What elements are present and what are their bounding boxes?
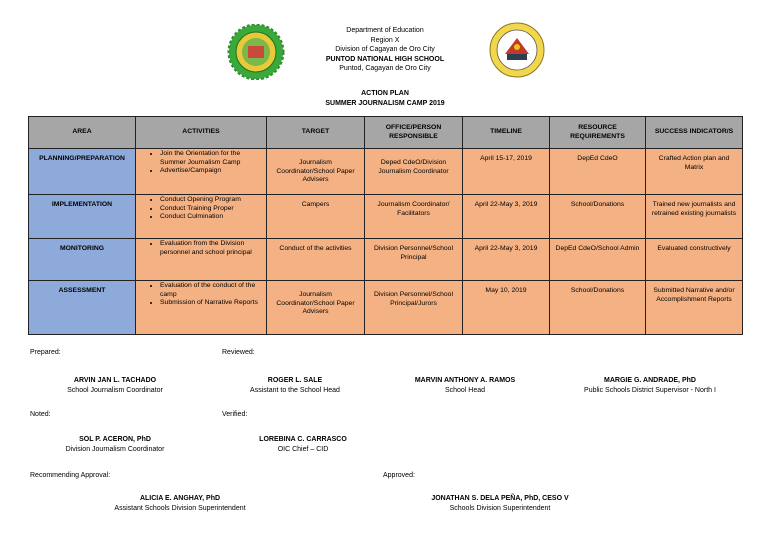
- signatory-delapena: [400, 494, 600, 513]
- timeline-cell: April 22-May 3, 2019: [463, 239, 550, 281]
- letterhead-line: Department of Education: [346, 27, 424, 34]
- activity-item: • Conduct Training Proper: [160, 205, 263, 214]
- signatory-role: OIC Chief – CID: [277, 445, 329, 453]
- signatory-name: MARVIN ANTHONY A. RAMOS: [414, 377, 516, 384]
- letterhead: [270, 26, 500, 74]
- signatory-role: Division Journalism Coordinator: [65, 445, 165, 453]
- resources-cell: DepEd CdeO: [550, 149, 646, 195]
- office-cell: Division Personnel/School Principal/Jurors: [365, 281, 463, 335]
- table-row: [29, 281, 743, 335]
- school-address: Puntod, Cagayan de Oro City: [339, 65, 431, 73]
- table-row: [29, 149, 743, 195]
- column-header: SUCCESS INDICATOR/S: [646, 117, 743, 149]
- signatory-role: Assistant to the School Head: [250, 386, 340, 394]
- office-cell: Division Personnel/School Principal: [365, 239, 463, 281]
- column-header: AREA: [29, 117, 136, 149]
- column-header: TARGET: [267, 117, 365, 149]
- verified-label: Verified:: [222, 411, 248, 418]
- activity-item: • Conduct Culmination: [160, 213, 263, 222]
- column-header: RESOURCE REQUIREMENTS: [550, 117, 646, 149]
- activity-item: • Evaluation of the conduct of the camp: [160, 282, 263, 299]
- signatory-anghay: [80, 494, 280, 513]
- activities-cell: [136, 195, 267, 239]
- activities-cell: [136, 239, 267, 281]
- action-plan-table: [28, 116, 743, 335]
- activities-cell: [136, 281, 267, 335]
- signatory-ramos: [395, 376, 535, 395]
- table-header-row: [29, 117, 743, 149]
- approved-label: Approved:: [383, 472, 415, 479]
- document-title: ACTION PLAN: [361, 90, 409, 97]
- signatory-role: School Head: [444, 386, 486, 394]
- activity-item: • Submission of Narrative Reports: [160, 299, 263, 308]
- reviewed-label: Reviewed:: [222, 349, 255, 356]
- area-cell: IMPLEMENTATION: [29, 195, 136, 239]
- signatory-name: ROGER L. SALE: [267, 377, 323, 384]
- office-cell: Journalism Coordinator/ Facilitators: [365, 195, 463, 239]
- timeline-cell: April 22-May 3, 2019: [463, 195, 550, 239]
- school-name: PUNTOD NATIONAL HIGH SCHOOL: [325, 55, 445, 63]
- signatory-name: ARVIN JAN L. TACHADO: [73, 377, 157, 384]
- resources-cell: School/Donations: [550, 281, 646, 335]
- activity-item: • Evaluation from the Division personnel and school principal: [160, 240, 263, 257]
- target-cell: Campers: [267, 195, 365, 239]
- target-cell: Journalism Coordinator/School Paper Advisers: [267, 149, 365, 195]
- area-cell: MONITORING: [29, 239, 136, 281]
- signatory-name: SOL P. ACERON, PhD: [79, 436, 151, 443]
- signatory-role: Schools Division Superintendent: [449, 504, 551, 512]
- noted-label: Noted:: [30, 411, 51, 418]
- letterhead-line: Region X: [370, 36, 400, 44]
- signatory-name: JONATHAN S. DELA PEÑA, PhD, CESO V: [431, 495, 569, 502]
- signatory-name: MARGIE G. ANDRADE, PhD: [604, 377, 696, 384]
- signatory-name: ALICIA E. ANGHAY, PhD: [139, 495, 221, 502]
- target-cell: Conduct of the activities: [267, 239, 365, 281]
- signatory-tachado: [40, 376, 190, 395]
- activity-item: • Conduct Opening Program: [160, 196, 263, 205]
- resources-cell: DepEd CdeO/School Admin: [550, 239, 646, 281]
- column-header: ACTIVITIES: [136, 117, 267, 149]
- signatory-aceron: [40, 435, 190, 454]
- prepared-label: Prepared:: [30, 349, 61, 356]
- table-row: [29, 239, 743, 281]
- signatory-role: School Journalism Coordinator: [67, 386, 163, 394]
- resources-cell: School/Donations: [550, 195, 646, 239]
- signatory-andrade: [560, 376, 740, 395]
- letterhead-line: Division of Cagayan de Oro City: [335, 46, 435, 54]
- indicator-cell: Evaluated constructively: [646, 239, 743, 281]
- table-row: [29, 195, 743, 239]
- activities-cell: [136, 149, 267, 195]
- document-title-block: [270, 89, 500, 108]
- area-cell: ASSESSMENT: [29, 281, 136, 335]
- signatory-name: LOREBINA C. CARRASCO: [259, 436, 347, 443]
- timeline-cell: May 10, 2019: [463, 281, 550, 335]
- document-subtitle: SUMMER JOURNALISM CAMP 2019: [325, 99, 445, 107]
- signatory-role: Assistant Schools Division Superintendent: [114, 504, 246, 512]
- activity-item: • Join the Orientation for the Summer Journalism Camp: [160, 150, 263, 167]
- signatory-role: Public Schools District Supervisor - North I: [584, 386, 716, 394]
- timeline-cell: April 15-17, 2019: [463, 149, 550, 195]
- activity-item: • Advertise/Campaign: [160, 167, 263, 176]
- area-cell: PLANNING/PREPARATION: [29, 149, 136, 195]
- signatory-carrasco: [228, 435, 378, 454]
- recommending-approval-label: Recommending Approval:: [30, 472, 111, 479]
- signatory-sale: [220, 376, 370, 395]
- indicator-cell: Submitted Narrative and/or Accomplishment Reports: [646, 281, 743, 335]
- office-cell: Deped CdeO/Division Journalism Coordinator: [365, 149, 463, 195]
- indicator-cell: Trained new journalists and retrained existing journalists: [646, 195, 743, 239]
- column-header: TIMELINE: [463, 117, 550, 149]
- column-header: OFFICE/PERSON RESPONSIBLE: [365, 117, 463, 149]
- indicator-cell: Crafted Action plan and Matrix: [646, 149, 743, 195]
- target-cell: Journalism Coordinator/School Paper Advisers: [267, 281, 365, 335]
